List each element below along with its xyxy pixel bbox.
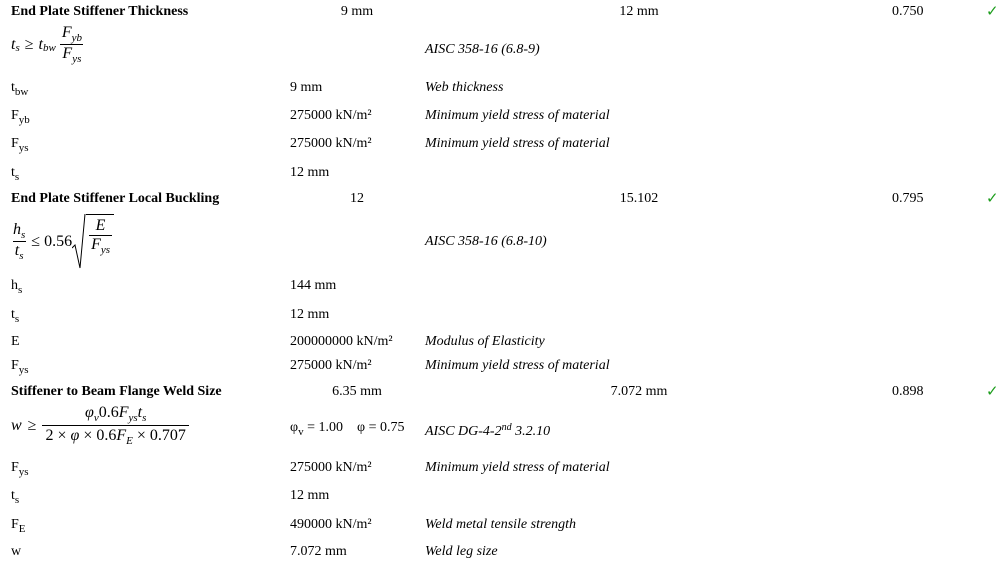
var-symbol: $F_E$ bbox=[11, 517, 26, 535]
var-description: Minimum yield stress of material bbox=[425, 460, 610, 475]
ratio-value: 0.795 bbox=[892, 191, 924, 206]
formula-stiffener-thickness: t s ≥ t bw $\frac{F_{yb}}{F_{ys}}$ bbox=[11, 24, 82, 66]
var-value: 275000 kN/m² bbox=[290, 460, 372, 475]
formula-weld-size: w ≥ $\frac{\varphi_v0.6F_{ys}t_s}{2 \times \varphi \times 0.6F_E \times 0.707}$ bbox=[11, 404, 189, 448]
var-symbol: $F_{yb}$ bbox=[11, 108, 30, 126]
var-value: 7.072 mm bbox=[290, 544, 347, 559]
var-symbol: $t_s$ bbox=[11, 488, 20, 506]
var-value: 12 mm bbox=[290, 488, 330, 503]
var-symbol: $F_{ys}$ bbox=[11, 460, 29, 478]
section-title-local-buckling: End Plate Stiffener Local Buckling bbox=[11, 191, 220, 206]
capacity-value: 7.072 mm bbox=[610, 384, 668, 399]
reference-text: AISC 358-16 (6.8-9) bbox=[425, 42, 540, 57]
capacity-value: 12 mm bbox=[619, 4, 659, 19]
var-value: 275000 kN/m² bbox=[290, 136, 372, 151]
capacity-value: 15.102 bbox=[619, 191, 659, 206]
reference-text: AISC 358-16 (6.8-10) bbox=[425, 234, 547, 249]
var-description: Minimum yield stress of material bbox=[425, 358, 610, 373]
section-title-weld-size: Stiffener to Beam Flange Weld Size bbox=[11, 384, 222, 399]
var-symbol: $t_{bw}$ bbox=[11, 80, 29, 98]
var-value: 9 mm bbox=[290, 80, 323, 95]
var-description: Web thickness bbox=[425, 80, 504, 95]
var-symbol: $h_s$ bbox=[11, 278, 23, 296]
var-symbol: w bbox=[11, 544, 22, 559]
section-title-stiffener-thickness: End Plate Stiffener Thickness bbox=[11, 4, 189, 19]
sqrt-icon: $\frac{E}{F_{ys}}$ bbox=[72, 214, 114, 270]
var-description: Weld metal tensile strength bbox=[425, 517, 576, 532]
ratio-value: 0.898 bbox=[892, 384, 924, 399]
var-description: Weld leg size bbox=[425, 544, 498, 559]
check-icon: ✓ bbox=[986, 4, 999, 20]
var-description: Minimum yield stress of material bbox=[425, 136, 610, 151]
var-symbol: $F_{ys}$ bbox=[11, 136, 29, 154]
var-symbol: $t_s$ bbox=[11, 165, 20, 183]
var-value: 490000 kN/m² bbox=[290, 517, 372, 532]
check-icon: ✓ bbox=[986, 384, 999, 400]
var-description: Modulus of Elasticity bbox=[425, 334, 545, 349]
var-value: 12 mm bbox=[290, 165, 330, 180]
var-symbol: $t_s$ bbox=[11, 307, 20, 325]
var-value: 144 mm bbox=[290, 278, 337, 293]
var-value: 200000000 kN/m² bbox=[290, 334, 393, 349]
reference-text: AISC DG-4-2nd 3.2.10 bbox=[425, 422, 551, 439]
check-icon: ✓ bbox=[986, 191, 999, 207]
resistance-factors: $\varphi_v = 1.00$ φ = 0.75 bbox=[290, 420, 405, 438]
var-value: 275000 kN/m² bbox=[290, 108, 372, 123]
var-value: 12 mm bbox=[290, 307, 330, 322]
var-symbol: $F_{ys}$ bbox=[11, 358, 29, 376]
demand-value: 9 mm bbox=[340, 4, 374, 19]
formula-local-buckling: $\frac{h_s}{t_s}$ ≤ 0.56 $\frac{E}{F_{ys}}$ bbox=[11, 214, 114, 270]
var-symbol: E bbox=[11, 334, 20, 349]
var-value: 275000 kN/m² bbox=[290, 358, 372, 373]
demand-value: 6.35 mm bbox=[332, 384, 382, 399]
var-description: Minimum yield stress of material bbox=[425, 108, 610, 123]
ratio-value: 0.750 bbox=[892, 4, 924, 19]
demand-value: 12 bbox=[350, 191, 364, 206]
